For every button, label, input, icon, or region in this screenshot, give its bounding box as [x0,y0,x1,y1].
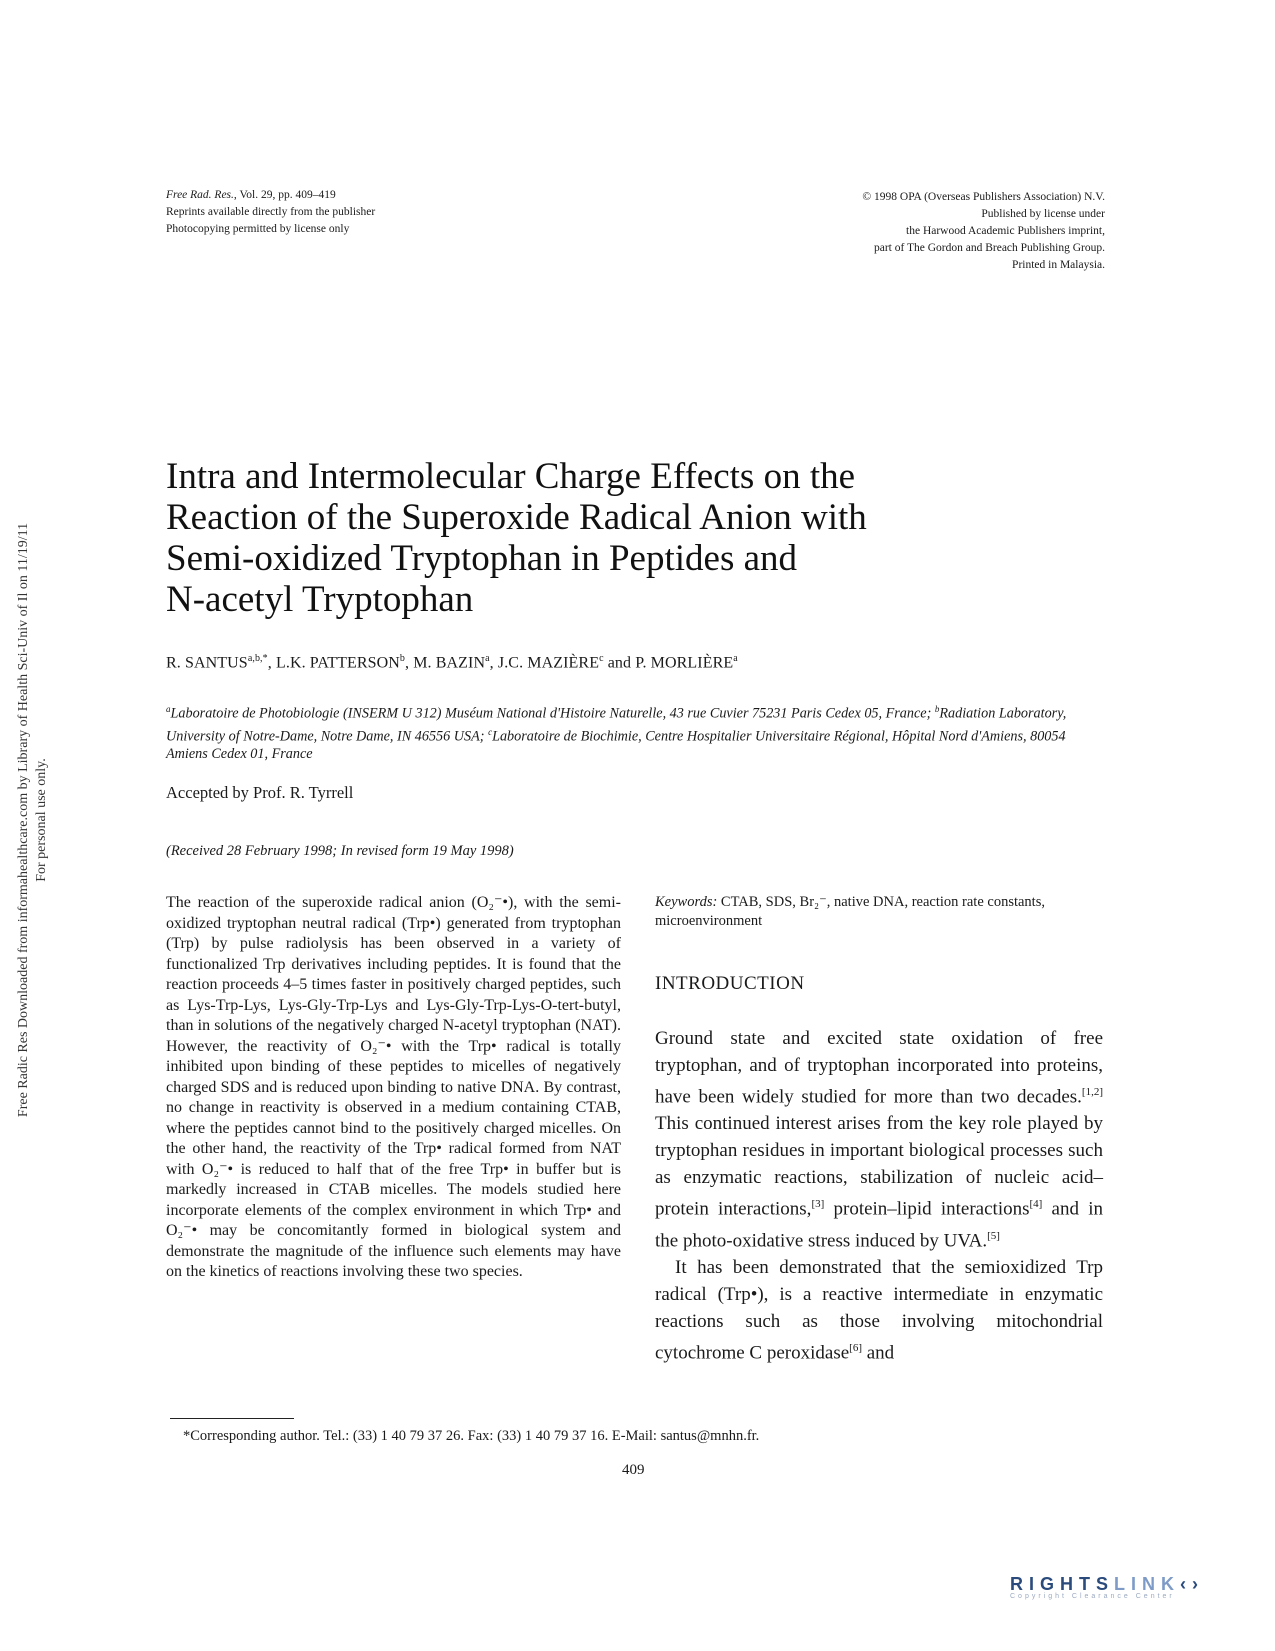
keywords [655,893,1085,931]
author-affil-mark: b [399,653,406,664]
affil-mark: b [934,704,940,714]
title-line: Intra and Intermolecular Charge Effects on the [166,456,856,497]
rightslink-arrows-icon: ‹› [1180,1574,1205,1594]
reprints-note: Reprints available directly from the publisher [166,206,376,218]
printed-line: Printed in Malaysia. [1012,259,1105,271]
corresponding-author-footnote: *Corresponding author. Tel.: (33) 1 40 79 37 26. Fax: (33) 1 40 79 37 16. E-Mail: santus@mnhn.fr. [183,1428,760,1444]
author-list [166,653,738,672]
rightslink-tagline: Copyright Clearance Center [1010,1593,1175,1600]
copyright-block [760,189,1105,274]
journal-name: Free Rad. Res. [166,189,234,201]
affiliation-text: Laboratoire de Biochimie, Centre Hospitalier Universitaire Régional, Hôpital Nord d'Amiens, 80054 Amiens Cedex 01, France [166,728,1066,763]
author-affil-mark: c [599,653,604,664]
affiliations [166,700,1086,763]
group-line: part of The Gordon and Breach Publishing Group. [873,242,1105,254]
copyright-line: © 1998 OPA (Overseas Publishers Association) N.V. [862,191,1105,203]
accepted-by: Accepted by Prof. R. Tyrrell [166,783,354,802]
title-line: Semi-oxidized Tryptophan in Peptides and [166,538,798,579]
citation-ref[interactable]: [4] [1029,1198,1043,1211]
affiliation-text: Laboratoire de Photobiologie (INSERM U 312) Muséum National d'Histoire Naturelle, 43 rue Cuvier 75231 Paris Cedex 05, France; [170,705,935,722]
affil-mark: c [488,726,493,737]
paragraph-text: Ground state and excited state oxidation of free tryptophan, and of tryptophan incorporated into proteins, have been widely studied for more than two decades. [655,1028,1103,1108]
license-line: Published by license under [981,208,1105,220]
citation-ref[interactable]: [6] [849,1341,862,1354]
download-watermark [15,460,49,1180]
paragraph [655,1254,1103,1366]
download-watermark-line1: Free Radic Res Downloaded from informahealthcare.com by Library of Health Sci-Univ of Il on 11/19/11 [16,522,31,1118]
abstract [166,893,621,1283]
section-heading-introduction: INTRODUCTION [655,973,805,994]
photocopy-note: Photocopying permitted by license only [166,223,350,235]
paragraph-text: and in the photo-oxidative stress induced by UVA. [655,1198,1103,1251]
abstract-text: The reaction of the superoxide radical anion (O₂⁻•), with the semi-oxidized tryptophan neutral radical (Trp•) generated from tryptophan (Trp) by pulse radiolysis has been observed in a variety of functionalized Trp derivatives including peptides. It is found that the reaction proceeds 4–5 times faster in positively charged peptides, such as Lys-Trp-Lys, Lys-Gly-Trp-Lys and Lys-Gly-Trp-Lys-O-tert-butyl, than in solutions of the negatively charged N-acetyl tryptophan (NAT). However, the reactivity of O₂⁻• with the Trp• radical is totally inhibited upon binding of these peptides to micelles of negatively charged SDS and is reduced upon binding to native DNA. By contrast, no change in reactivity is observed in a medium containing CTAB, where the peptides cannot bind to the positively charged micelles. On the other hand, the reactivity of the Trp• radical formed from NAT with O₂⁻• is reduced to half that of the free Trp• in buffer but is markedly increased in CTAB micelles. The models studied here incorporate elements of the complex environment in which Trp• and O₂⁻• may be concomitantly formed in biological system and demonstrate the magnitude of the influence such elements may have on the kinetics of reactions involving these two species. [166,894,621,1280]
author-name: , J.C. MAZIÈRE [489,654,600,672]
rightslink-logo[interactable] [1010,1574,1235,1608]
article-title [166,456,1046,620]
journal-citation [166,187,375,238]
keywords-label: Keywords: [655,894,718,910]
paragraph-text: protein–lipid interactions [824,1198,1030,1220]
introduction-body [655,1025,1103,1366]
title-line: N-acetyl Tryptophan [166,579,474,620]
volume-pages: , Vol. 29, pp. 409–419 [233,189,336,201]
citation-ref[interactable]: [3] [811,1198,825,1211]
keywords-text: CTAB, SDS, Br₂⁻, native DNA, reaction rate constants, microenvironment [655,894,1045,929]
rightslink-rights: RIGHTS [1010,1574,1115,1594]
affil-mark: a [166,704,171,714]
rightslink-link: LINK [1114,1574,1181,1594]
paragraph-text: It has been demonstrated that the semioxidized Trp radical (Trp•), is a reactive intermediate in enzymatic reactions such as those involving mitochondrial cytochrome C peroxidase [655,1256,1103,1364]
download-watermark-line2: For personal use only. [34,758,49,882]
page-number: 409 [622,1462,645,1478]
footnote-rule [170,1418,294,1419]
citation-ref[interactable]: [1,2] [1081,1086,1103,1098]
author-affil-mark: a [485,653,490,664]
title-line: Reaction of the Superoxide Radical Anion with [166,497,867,538]
paragraph [655,1025,1103,1254]
citation-ref[interactable]: [5] [987,1229,1000,1242]
imprint-line: the Harwood Academic Publishers imprint, [906,225,1105,237]
affiliation-text: Radiation Laboratory, University of Notre-Dame, Notre Dame, IN 46556 USA; [166,705,1067,745]
author-affil-mark: a,b,* [247,653,268,664]
paragraph-text: This continued interest arises from the key role played by tryptophan residues in important biological processes such as enzymatic reactions, stabilization of nucleic acid–protein interactions, [655,1113,1103,1220]
author-name: , L.K. PATTERSON [267,654,400,672]
author-name: R. SANTUS [166,654,248,672]
author-name: and P. MORLIÈRE [603,654,734,672]
author-affil-mark: a [733,653,738,664]
paragraph-text: and [861,1342,895,1364]
author-name: , M. BAZIN [405,654,486,672]
received-dates: (Received 28 February 1998; In revised form 19 May 1998) [166,843,514,859]
